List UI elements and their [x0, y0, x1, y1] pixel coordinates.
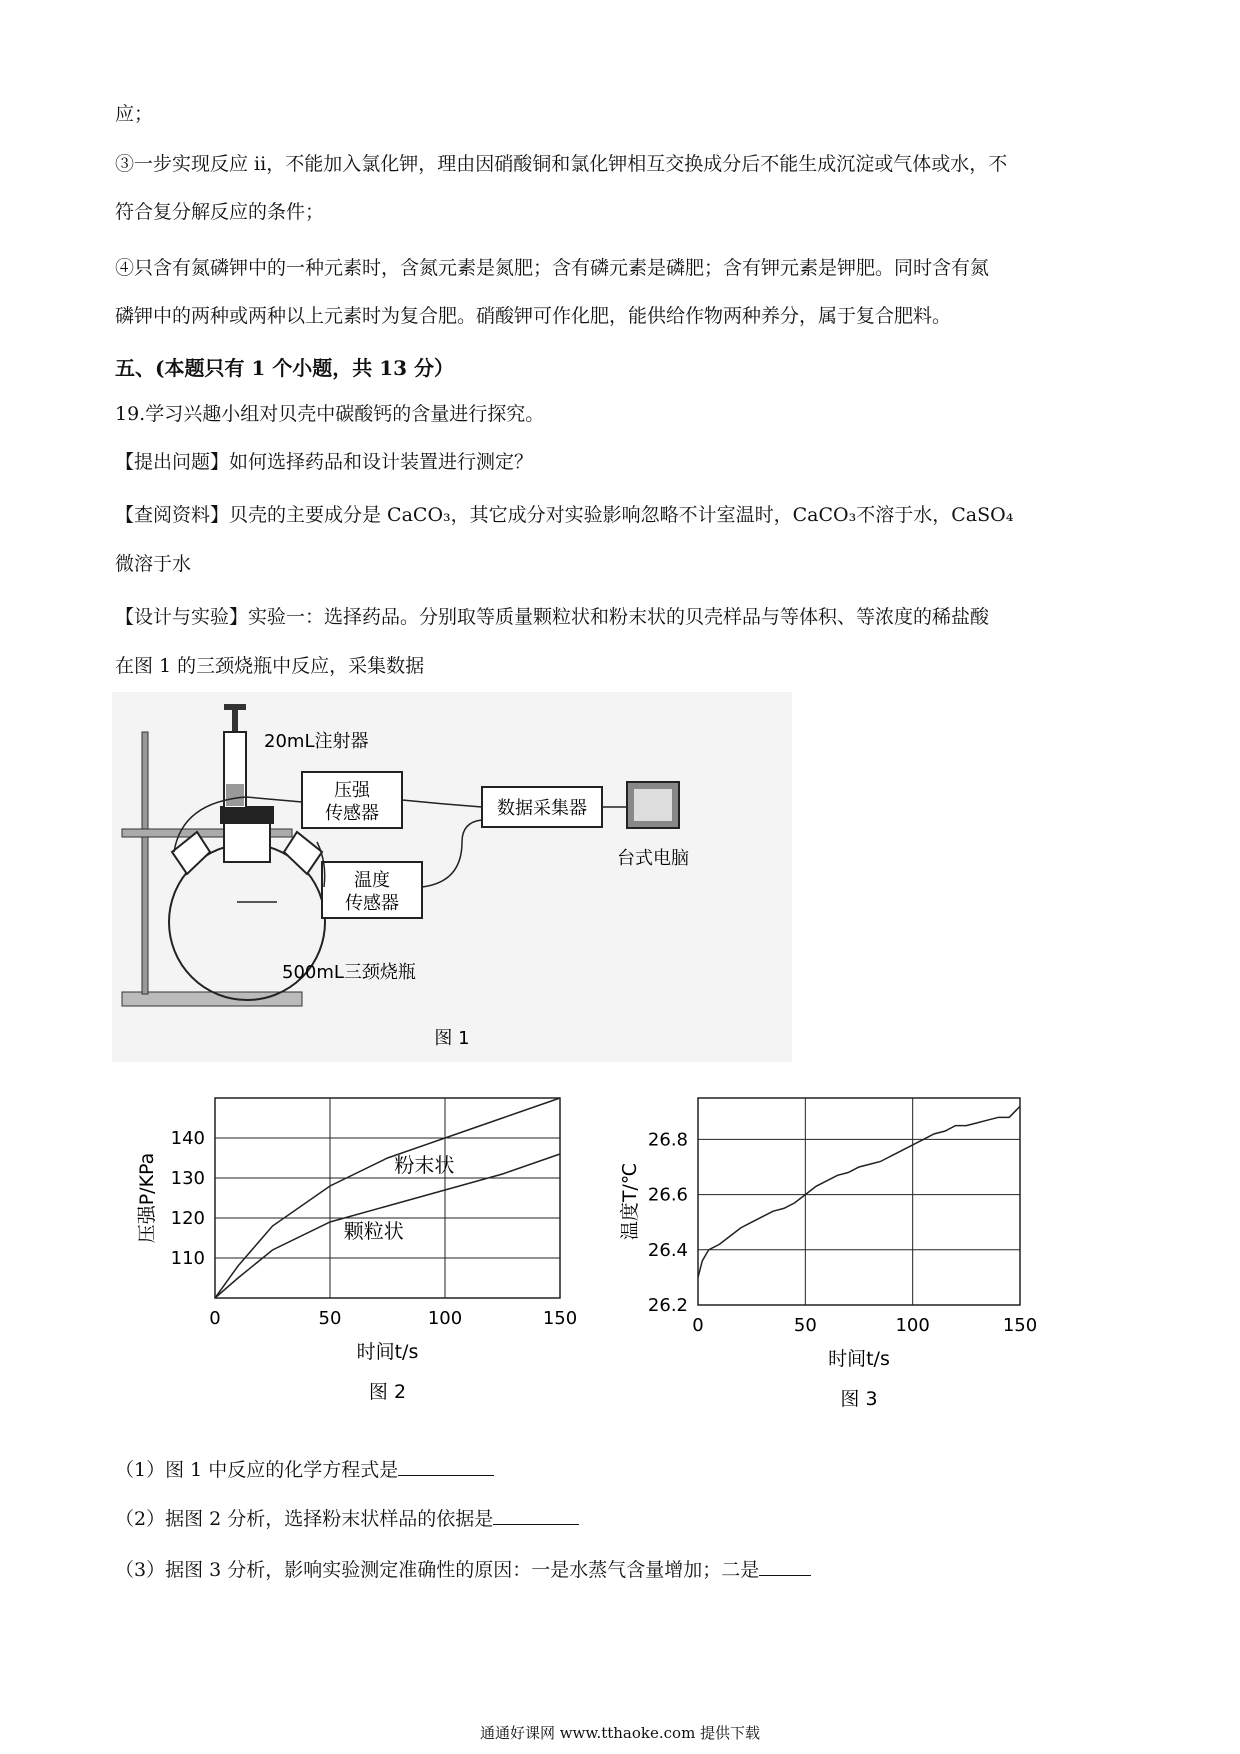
y-tick-label: 26.2 [647, 1295, 688, 1316]
plot-area [698, 1098, 1020, 1305]
series-label-granule: 颗粒状 [343, 1219, 404, 1243]
text-line: 应； [115, 103, 154, 125]
text-line: 符合复分解反应的条件； [115, 201, 325, 223]
text-line: 在图 1 的三颈烧瓶中反应，采集数据 [115, 655, 425, 677]
stand-rod [142, 732, 148, 994]
x-tick-label: 0 [692, 1315, 704, 1336]
text-line: 微溶于水 [115, 553, 192, 575]
question-19: 19.学习兴趣小组对贝壳中碳酸钙的含量进行探究。 [115, 403, 545, 425]
label-collector: 数据采集器 [497, 798, 587, 819]
sub-question-1 [115, 1455, 1135, 1484]
x-tick-label: 50 [793, 1315, 817, 1336]
label-temp-2: 传感器 [345, 893, 399, 914]
label-temp-1: 温度 [354, 870, 390, 891]
y-tick-label: 26.8 [647, 1129, 688, 1151]
y-tick-label: 110 [170, 1248, 205, 1269]
figure-caption: 图 3 [840, 1388, 878, 1410]
sub-question-2 [115, 1504, 1135, 1533]
y-tick-label: 26.6 [647, 1184, 688, 1206]
y-axis-label: 温度T/℃ [619, 1162, 641, 1241]
sub-question-3 [115, 1555, 1135, 1584]
text-line: ④只含有氮磷钾中的一种元素时，含氮元素是氮肥；含有磷元素是磷肥；含有钾元素是钾肥。同时含有氮 [115, 257, 990, 279]
x-tick-label: 0 [209, 1308, 221, 1329]
text-line: 【设计与实验】实验一：选择药品。分别取等质量颗粒状和粉末状的贝壳样品与等体积、等浓度的稀盐酸 [115, 606, 990, 628]
text-line: ③一步实现反应 ii，不能加入氯化钾，理由因硝酸铜和氯化钾相互交换成分后不能生成沉淀或气体或水，不 [115, 153, 1008, 175]
label-pressure-1: 压强 [334, 780, 370, 801]
plot-area [215, 1098, 560, 1298]
label-flask: 500mL三颈烧瓶 [282, 962, 416, 983]
figure-1-apparatus [112, 692, 792, 1062]
figure-2-chart [120, 1090, 590, 1430]
x-tick-label: 50 [318, 1308, 342, 1329]
label-computer: 台式电脑 [617, 848, 689, 869]
label-syringe: 20mL注射器 [264, 731, 369, 752]
x-axis-label: 时间t/s [828, 1348, 890, 1370]
text-line: 【提出问题】如何选择药品和设计装置进行测定？ [115, 451, 534, 473]
y-axis-label: 压强P/KPa [136, 1152, 158, 1244]
figure-3-chart [610, 1090, 1070, 1430]
text-line: 【查阅资料】贝壳的主要成分是 CaCO₃，其它成分对实验影响忽略不计室温时，CaCO₃不溶于水，CaSO₄ [115, 504, 1014, 526]
x-tick-label: 100 [427, 1308, 463, 1329]
sub-question-1-text: （1）图 1 中反应的化学方程式是 [115, 1459, 399, 1481]
x-tick-label: 100 [895, 1315, 930, 1336]
text-line: 磷钾中的两种或两种以上元素时为复合肥。硝酸钾可作化肥，能供给作物两种养分，属于复合肥料。 [115, 305, 952, 327]
answer-blank-3[interactable] [759, 1555, 811, 1576]
section-heading: 五、(本题只有 1 个小题，共 13 分） [115, 356, 455, 380]
answer-blank-2[interactable] [493, 1504, 579, 1525]
page-footer: 通通好课网 www.tthaoke.com 提供下载 [479, 1724, 761, 1742]
y-tick-label: 26.4 [647, 1239, 688, 1261]
x-tick-label: 150 [542, 1308, 578, 1329]
answer-blank-1[interactable] [398, 1455, 494, 1476]
label-pressure-2: 传感器 [325, 803, 379, 824]
x-tick-label: 150 [1002, 1315, 1038, 1336]
y-tick-label: 130 [170, 1168, 205, 1189]
sub-question-3-text: （3）据图 3 分析，影响实验测定准确性的原因：一是水蒸气含量增加；二是 [115, 1559, 760, 1581]
series-label-powder: 粉末状 [394, 1153, 455, 1177]
syringe-plunger [224, 704, 246, 710]
sub-question-2-text: （2）据图 2 分析，选择粉末状样品的依据是 [115, 1508, 494, 1530]
x-axis-label: 时间t/s [356, 1341, 419, 1363]
figure-caption: 图 2 [368, 1381, 407, 1403]
figure-1-caption: 图 1 [434, 1028, 470, 1049]
y-tick-label: 140 [170, 1128, 205, 1149]
flask-neck [224, 822, 270, 862]
y-tick-label: 120 [170, 1208, 205, 1229]
